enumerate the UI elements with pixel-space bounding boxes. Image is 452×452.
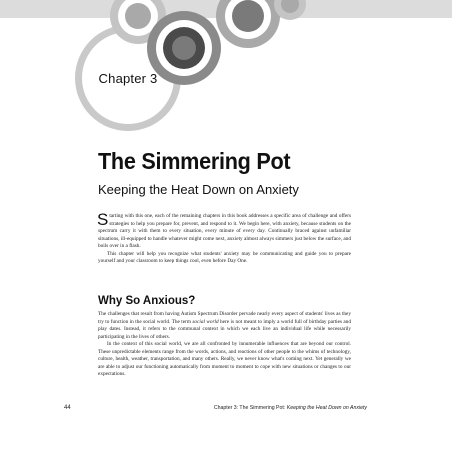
- decorative-circles: [0, 0, 452, 140]
- section-heading: Why So Anxious?: [98, 295, 196, 307]
- running-footer: [214, 405, 367, 411]
- running-footer-subtitle: Keeping the Heat Down on Anxiety: [286, 405, 367, 411]
- intro-text: [97, 210, 351, 266]
- drop-cap: S: [97, 210, 109, 229]
- page-number: 44: [64, 405, 71, 411]
- chapter-subtitle: Keeping the Heat Down on Anxiety: [98, 182, 299, 197]
- intro-paragraph-1-text: tarting with this one, each of the remaining chapters in this book addresses a specific area of challenge and offers strategies to help you prepare for, prevent, and respond to it. We begin here, with anxiety, because students on the spectrum carry it with them to every situation, every minute of every day. Continually braced against unfamiliar situations, ill-equipped to handle whatever might come next, anxiety almost always simmers just below the surface, and boils over in a flash.: [98, 213, 351, 250]
- section-text: [98, 311, 351, 379]
- running-footer-chapter: Chapter 3: The Simmering Pot:: [213, 405, 286, 411]
- section-paragraph-1-emphasis: social world: [192, 318, 219, 325]
- chapter-title: The Simmering Pot: [98, 148, 291, 174]
- section-paragraph-2: In the context of this social world, we are all confronted by innumerable influences that are beyond our control. These unpredictable elements range from the words, actions, and reactions of other people to the whims of technology, culture, health, weather, transportation, and many others. Really, we never know what's coming next. Yet generally we are able to adjust our functioning automatically from moment to moment to cope with new situations or changes to our expectations.: [98, 341, 351, 378]
- circle-right-core: [232, 0, 264, 32]
- chapter-label: Chapter 3: [98, 71, 158, 86]
- section-paragraph-1-end: here is not meant to imply a world full of birthday parties and play dates. Instead, it refers to the communal context in which we each live an individual life while necessarily participating in the lives of others.: [98, 318, 352, 340]
- circle-center-core: [172, 36, 196, 60]
- intro-paragraph-1: [97, 210, 351, 251]
- section-paragraph-1-start: The challenges that result from having Autism Spectrum Disorder pervade nearly every aspect of students' lives as they try to function in the social world. The term: [98, 311, 351, 325]
- section-paragraph-1: [98, 311, 351, 341]
- circle-left-core: [125, 3, 151, 29]
- intro-paragraph-2: This chapter will help you recognize what students' anxiety may be communicating and guide you to prepare yourself and your classroom to keep things cool, even before Day One.: [98, 250, 351, 265]
